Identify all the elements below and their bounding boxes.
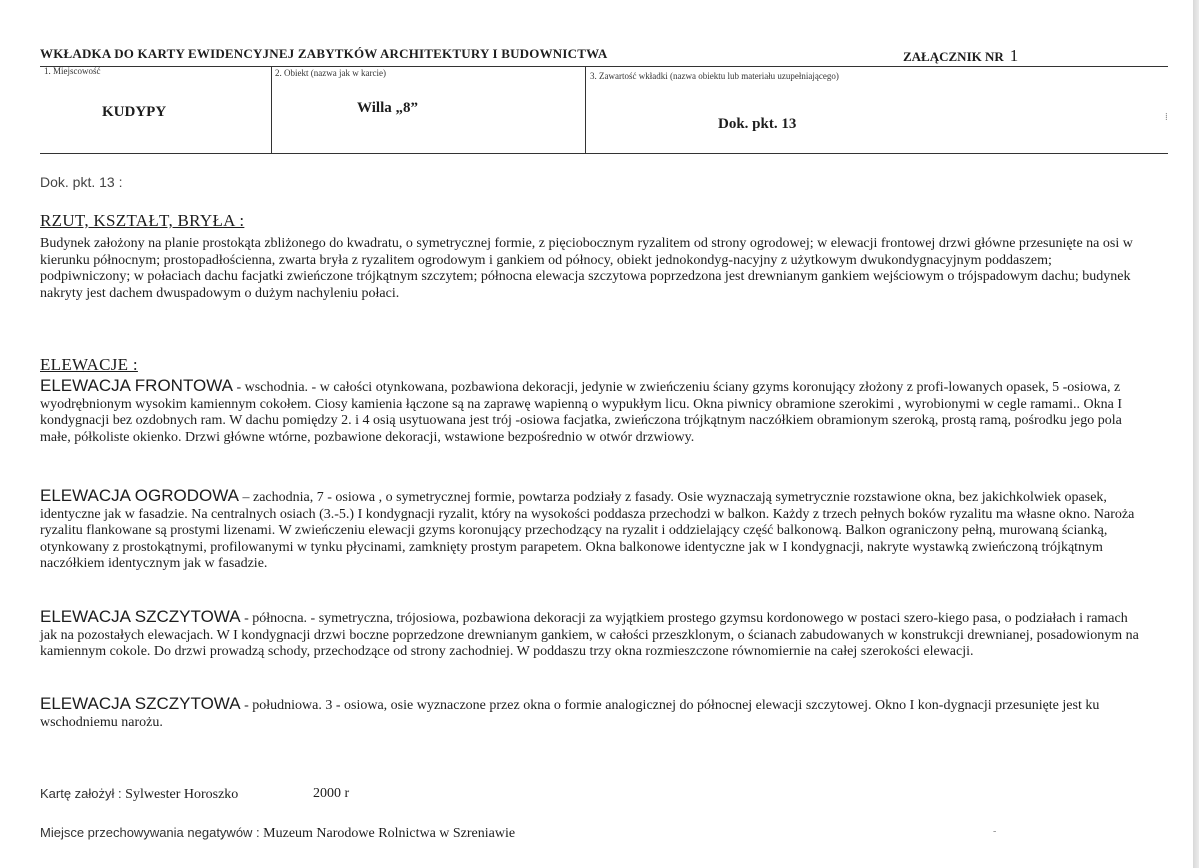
scan-dot: - [993,826,997,837]
document-reference: Dok. pkt. 13 : [40,174,123,190]
content-value: Dok. pkt. 13 [718,116,797,132]
shape-section-text: Budynek założony na planie prostokąta zbliżonego do kwadratu, o symetrycznej formie, z pięciobocznym ryzalitem od strony ogrodowej; w elewacji frontowej drzwi główne przesunięte na osi w kierunku północnym; prostopadłościenna, zwarta bryła z ryzalitem ogrodowym i gankiem od północy, obiekt jednokondyg-nacyjny z użytkowym dwukondygnacyjnym poddaszem; podpiwniczony; w połaciach dachu facjatki zwieńczone trójkątnym szczytem; północna elewacja szczytowa poprzedzona jest drewnianym gankiem wejściowym o trójspadowym dachu; budynek nakryty jest dachem dwuspadowym o dużym nachyleniu połaci. [40,236,1133,301]
elevation-garden [40,488,1142,573]
elevation-south-lead: ELEWACJA SZCZYTOWA [40,694,241,713]
annex-label-text: ZAŁĄCZNIK NR [903,49,1004,64]
storage-line [40,825,515,842]
elevation-front [40,378,1142,446]
object-value: Willa „8” [357,100,418,116]
shape-section-heading: RZUT, KSZTAŁT, BRYŁA : [40,211,245,230]
annex-number: 1 [1009,46,1019,65]
table-top-border [40,66,1168,67]
locality-label: 1. Miejscowość [44,66,101,76]
scan-mark: ⁞ [1165,112,1168,123]
elevation-front-text: - wschodnia. - w całości otynkowana, pozbawiona dekoracji, jedynie w zwieńczeniu ściany gzyms koronujący złożony z profi-lowanych opasek, 5 -osiowa, z wyodrębnionym wysokim kamiennym cokołem. Ciosy kamienia łączone są na zaprawę wapienną o wypukłym licu. Okna piwnicy obramione szerokimi , wyrobionymi w cegle ramami.. Okna I kondygnacji bez ozdobnych ram. W dachu pomiędzy 2. i 4 osią usytuowana jest trój -osiowa facjatka, zwieńczona trójkątnym naczółkiem obramionym szeroką, prostą ramą, pośrodku jego pola małe, półkoliste okienko. Drzwi główne wtórne, pozbawione dekoracji, wstawione bezpośrednio w otwór drzwiowy. [40,380,1122,445]
card-author-name: Sylwester Horoszko [125,787,239,802]
elevation-garden-lead: ELEWACJA OGRODOWA [40,486,239,505]
annex-label [903,46,1018,66]
elevation-south [40,696,1142,731]
card-title: WKŁADKA DO KARTY EWIDENCYJNEJ ZABYTKÓW ARCHITEKTURY I BUDOWNICTWA [40,46,608,61]
card-author-line [40,786,238,803]
storage-value: Muzeum Narodowe Rolnictwa w Szreniawie [263,826,516,841]
page-edge [1193,0,1199,868]
object-label: 2. Obiekt (nazwa jak w karcie) [275,68,386,78]
elevation-garden-text: – zachodnia, 7 - osiowa , o symetrycznej formie, powtarza podziały z fasady. Osie wyznaczają symetrycznie rozstawione okna, bez jakichkolwiek opasek, identyczne jak w fasadzie. Na centralnych osiach (3.-5.) I kondygnacji ryzalit, który na wysokości poddasza przechodzi w balkon. Każdy z trzech pełnych boków ryzalitu ma własne okno. Naroża ryzalitu flankowane są prostymi lizenami. W zwieńczeniu elewacji gzyms koronujący przechodzący na ryzalit i oddzielający część balkonową. Balkon ograniczony pełną, murowaną ścianką, otynkowany z prostokątnymi, profilowanymi w tynku płycinami, zamknięty prostym parapetem. Okna balkonowe identyczne jak w I kondygnacji, nakryte wystawką zwieńczoną trójkątnym naczółkiem identycznym jak w fasadzie. [40,490,1135,572]
card-author-label: Kartę założył : [40,786,122,801]
elevation-north-text: - północna. - symetryczna, trójosiowa, pozbawiona dekoracji za wyjątkiem prostego gzymsu kordonowego w postaci szero-kiego pasa, o podziałach i ramach jak na pozostałych elewacjach. W I kondygnacji drzwi boczne poprzedzone drewnianym gankiem, w całości przeszklonym, o ścianach zabudowanych w konstrukcji drewnianej, posadowionym na kamiennym cokole. Do drzwi prowadzą schody, przechodzące od strony zachodniej. W poddaszu trzy okna rozmieszczone równomiernie na całej szerokości elewacji. [40,611,1139,660]
elevations-heading: ELEWACJE : [40,355,138,374]
elevation-front-lead: ELEWACJA FRONTOWA [40,376,234,395]
elevation-south-text: - południowa. 3 - osiowa, osie wyznaczone przez okna o formie analogicznej do północnej elewacji szczytowej. Okno I kon-dygnacji przesunięte jest ku wschodniemu narożu. [40,698,1100,730]
storage-label: Miejsce przechowywania negatywów : [40,825,260,840]
elevation-north-lead: ELEWACJA SZCZYTOWA [40,607,241,626]
content-label: 3. Zawartość wkładki (nazwa obiektu lub materiału uzupełniającego) [590,71,839,81]
card-year: 2000 r [313,786,350,801]
elevation-north [40,609,1142,661]
table-divider-1 [271,66,272,154]
locality-value: KUDYPY [102,104,167,120]
table-divider-2 [585,66,586,154]
table-bottom-border [40,153,1168,154]
